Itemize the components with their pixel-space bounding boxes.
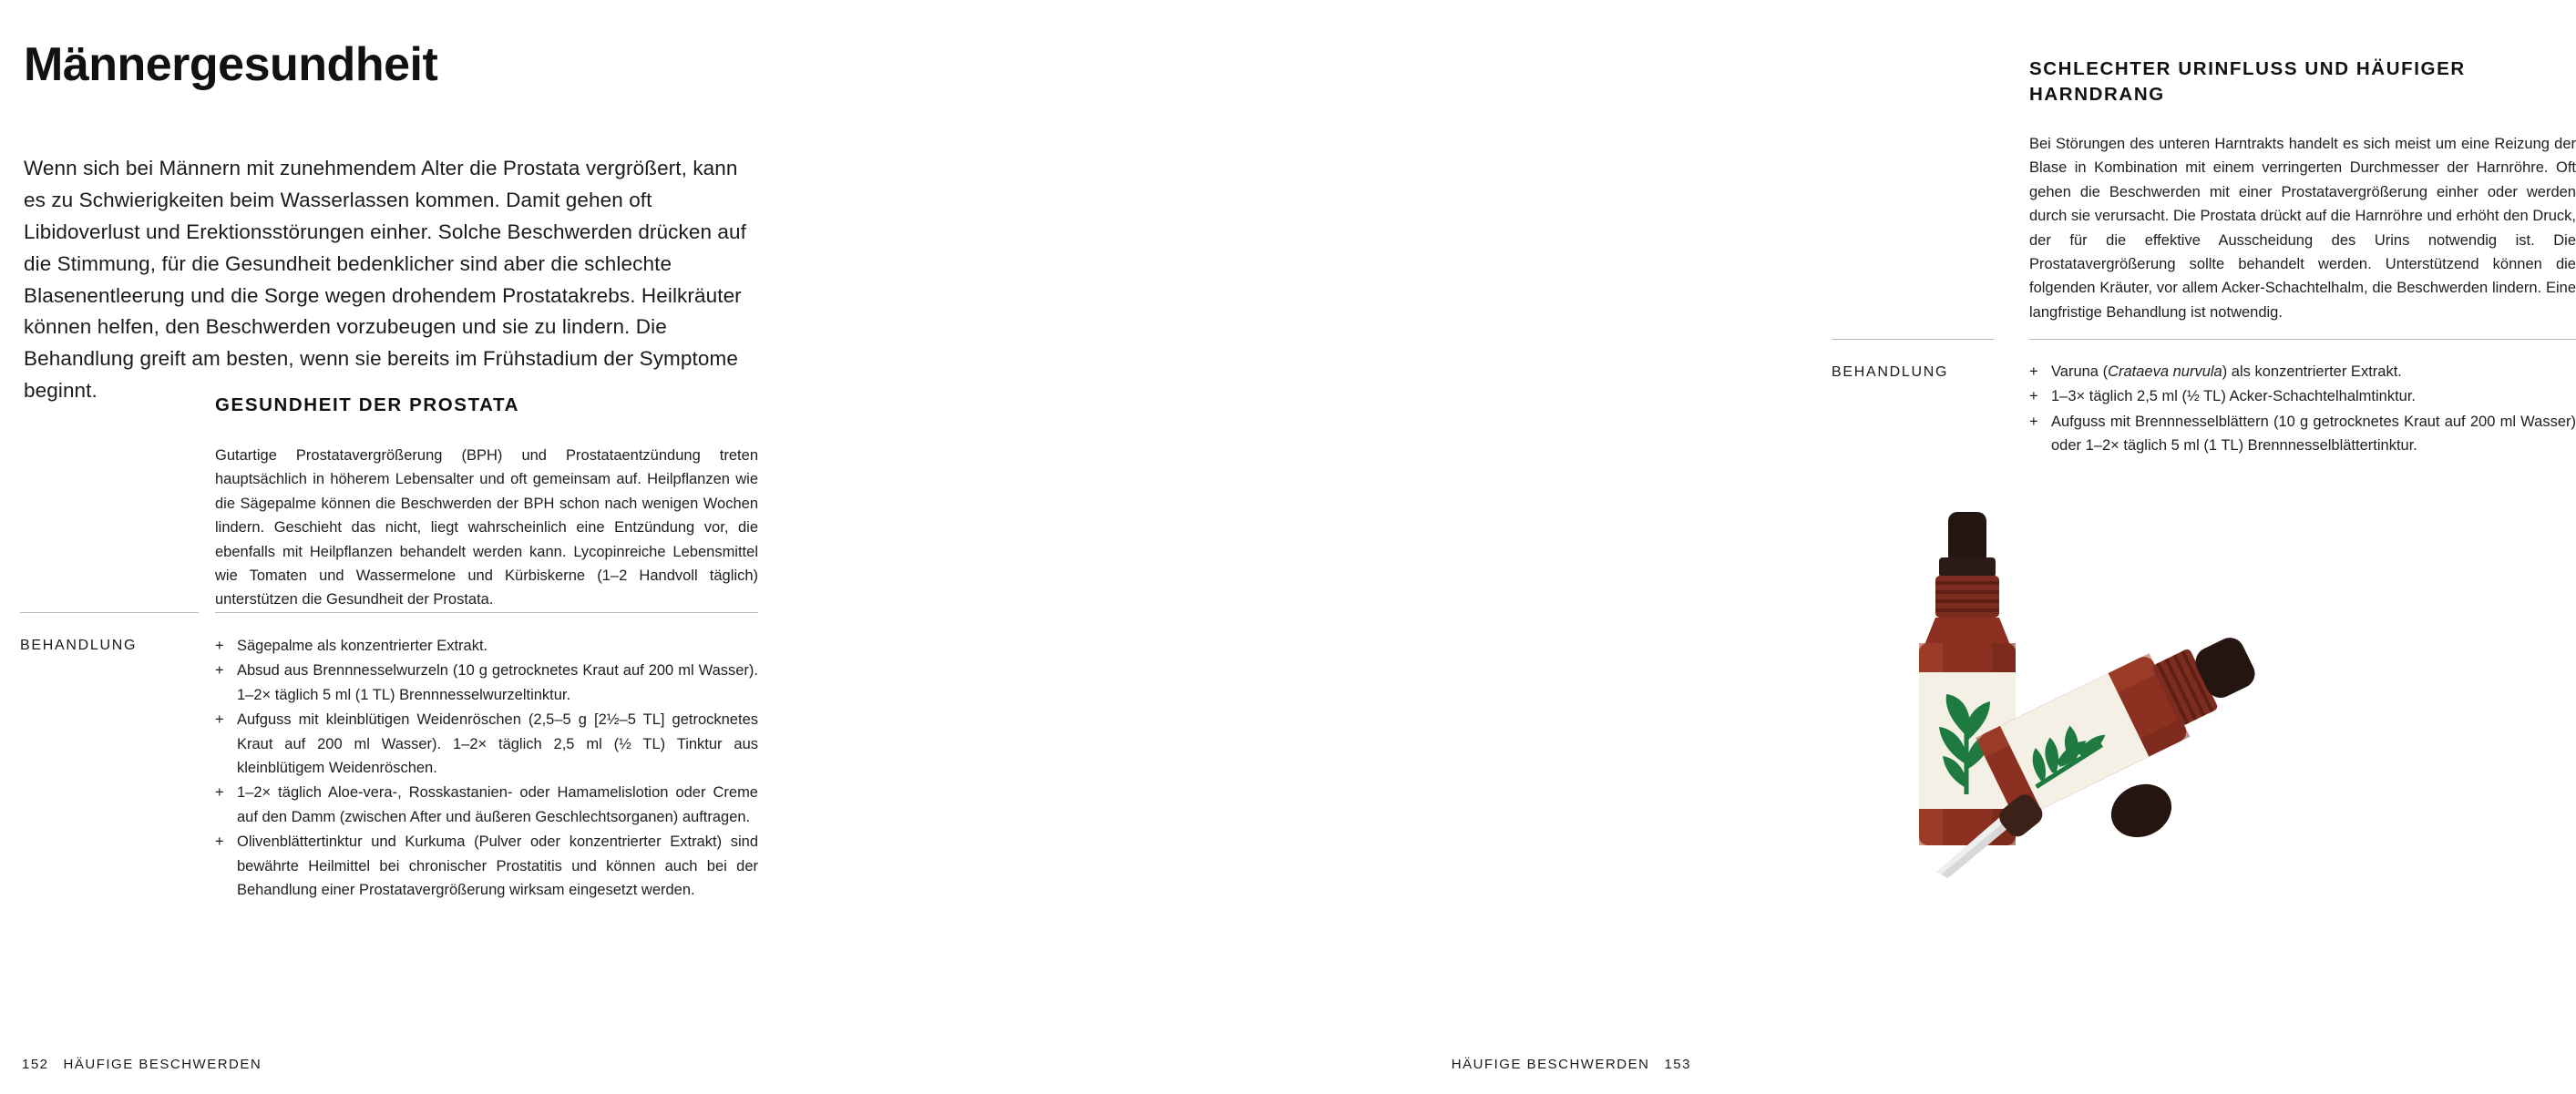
list-item: + 1–3× täglich 2,5 ml (½ TL) Acker-Schachtelhalmtinktur. [2029, 384, 2576, 408]
section-body-prostata: Gutartige Prostatavergrößerung (BPH) und Prostataentzündung treten hauptsächlich in höherem Lebensalter und oft gemeinsam auf. Heilpflanzen wie die Sägepalme können die Beschwerden der BPH schon nach wenigen Wochen lindern. Geschieht das nicht, liegt wahrscheinlich eine Entzündung vor, die ebenfalls mit Heilpflanzen behandelt werden kann. Lycopinreiche Lebensmittel wie Tomaten und Wassermelone und Kürbiskerne (1–2 Handvoll täglich) unterstützen die Gesundheit der Prostata. [215, 447, 758, 608]
divider-left-label [20, 612, 199, 613]
list-item: + 1–2× täglich Aloe-vera-, Rosskastanien- oder Hamamelislotion oder Creme auf den Damm (zwischen After und äußeren Geschlechtsorganen) auftragen. [215, 781, 758, 829]
divider-right-label [1832, 339, 1994, 340]
footer-label-right: HÄUFIGE BESCHWERDEN [1451, 1057, 1650, 1072]
footer-right [1452, 1057, 1691, 1072]
plus-icon: + [215, 711, 224, 729]
treatment-text-varuna: Varuna (Crataeva nurvula) als konzentrierter Extrakt. [2051, 363, 2402, 380]
page-left [0, 0, 857, 1094]
dropper-cap [2103, 775, 2181, 847]
lying-bottle [1976, 615, 2269, 822]
treatment-label-left: BEHANDLUNG [20, 638, 138, 653]
plus-icon: + [215, 638, 224, 654]
section-body-urinfluss: Bei Störungen des unteren Harntrakts handelt es sich meist um eine Reizung der Blase in Kombination mit einem verringerten Durchmesser der Harnröhre. Oft gehen die Beschwerden mit einer Prostatavergrößerung einher oder werden durch sie verursacht. Die Prostata drückt auf die Harnröhre und erhöht den Druck, der für die effektive Ausscheidung des Urins notwendig ist. Die Prostatavergrößerung sollte behandelt werden. Unterstützend können die folgenden Kräuter, vor allem Acker-Schachtelhalm, die Beschwerden lindern. Eine langfristige Behandlung ist notwendig. [2029, 136, 2576, 321]
plus-icon: + [2029, 388, 2038, 405]
section-heading-prostata: GESUNDHEIT DER PROSTATA [215, 394, 520, 415]
divider-right-list [2029, 339, 2576, 340]
page-title: Männergesundheit [24, 38, 438, 91]
list-item: + Olivenblättertinktur und Kurkuma (Pulver oder konzentrierter Extrakt) sind bewährte Heilmittel bei chronischer Prostatitis und können auch bei der Behandlung einer Prostatavergrößerung wirksam eingesetzt werden. [215, 830, 758, 902]
treatment-list-right [2029, 360, 2576, 459]
plus-icon: + [2029, 363, 2038, 380]
plus-icon: + [2029, 413, 2038, 430]
footer-left [22, 1057, 262, 1072]
treatment-list-left [215, 634, 758, 903]
treatment-label-right: BEHANDLUNG [1832, 364, 1949, 380]
list-item: + Aufguss mit kleinblütigen Weidenröschen (2,5–5 g [2½–5 TL] getrocknetes Kraut auf 200 ml Wasser). 1–2× täglich 2,5 ml (½ TL) Tinktur aus kleinblütigem Weidenröschen. [215, 708, 758, 780]
list-item [2029, 360, 2576, 383]
tincture-bottles-illustration [1841, 510, 2269, 911]
page-number-right: 153 [1664, 1057, 1691, 1072]
plus-icon: + [215, 784, 224, 802]
page-right [857, 0, 2576, 1094]
list-item: + Absud aus Brennnesselwurzeln (10 g getrocknetes Kraut auf 200 ml Wasser). 1–2× täglich 5 ml (1 TL) Brennnesselwurzeltinktur. [215, 659, 758, 707]
plus-icon: + [215, 662, 224, 680]
upright-bottle [1919, 512, 2016, 845]
page-number-left: 152 [22, 1057, 49, 1072]
list-item: + Aufguss mit Brennnesselblättern (10 g getrocknetes Kraut auf 200 ml Wasser) oder 1–2× täglich 5 ml (1 TL) Brennnesselblättertinktur. [2029, 410, 2576, 458]
plus-icon: + [215, 833, 224, 851]
footer-label-left: HÄUFIGE BESCHWERDEN [63, 1057, 262, 1072]
intro-paragraph: Wenn sich bei Männern mit zunehmendem Alter die Prostata vergrößert, kann es zu Schwierigkeiten beim Wasserlassen kommen. Damit gehen oft Libidoverlust und Erektionsstörungen einher. Solche Beschwerden drücken auf die Stimmung, für die Gesundheit bedenklicher sind aber die schlechte Blasenentleerung und die Sorge wegen drohendem Prostatakrebs. Heilkräuter können helfen, den Beschwerden vorzubeugen und sie zu lindern. Die Behandlung greift am besten, wenn sie bereits im Frühstadium der Symptome beginnt. [24, 157, 746, 403]
list-item: + Sägepalme als konzentrierter Extrakt. [215, 634, 758, 658]
section-heading-urinfluss: SCHLECHTER URINFLUSS UND HÄUFIGER HARNDRANG [2029, 58, 2466, 105]
divider-left-list [215, 612, 758, 613]
